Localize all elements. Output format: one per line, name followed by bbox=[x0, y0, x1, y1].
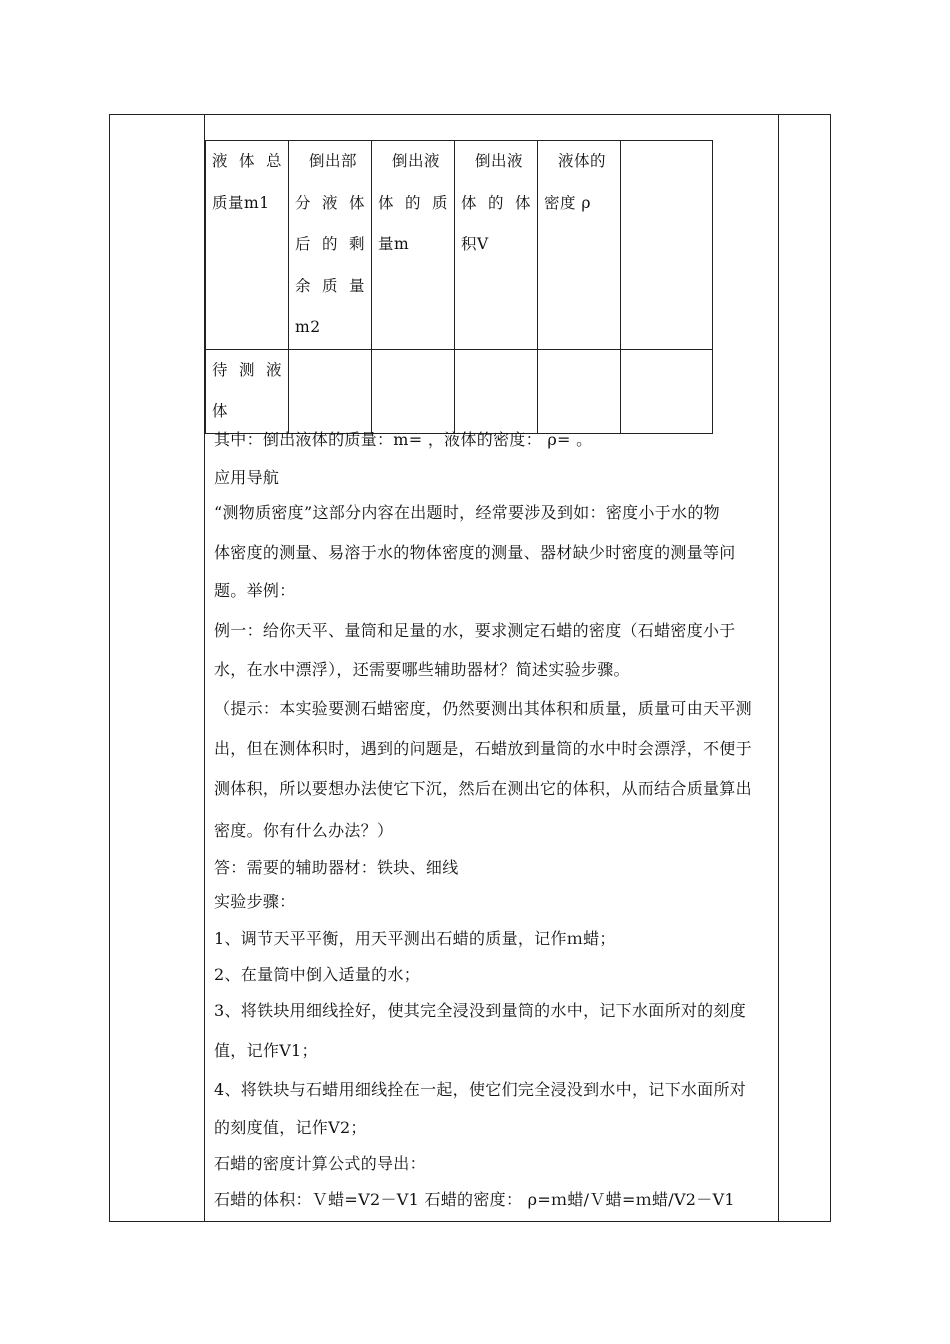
formula-line: 石蜡的体积：Ｖ蜡=V2－V1 石蜡的密度： ρ=ｍ蜡/Ｖ蜡=ｍ蜡/V2－V1 bbox=[214, 1190, 735, 1209]
paragraph-line: 水，在水中漂浮），还需要哪些辅助器材？简述实验步骤。 bbox=[214, 660, 630, 679]
cell-line: 待 测 液 bbox=[212, 360, 282, 379]
header-line: 倒出液 bbox=[392, 152, 441, 170]
header-line: 分 液 体 bbox=[295, 193, 365, 212]
step-line: 3、将铁块用细线拴好，使其完全浸没到量筒的水中，记下水面所对的刻度 bbox=[214, 1001, 747, 1020]
paragraph-line: 答：需要的辅助器材：铁块、细线 bbox=[214, 858, 459, 877]
formula-line: 其中：倒出液体的质量：m= ，液体的密度： ρ= 。 bbox=[214, 430, 593, 449]
paragraph-line: 石蜡的密度计算公式的导出： bbox=[214, 1154, 426, 1173]
paragraph-line: 密度。你有什么办法？） bbox=[214, 821, 394, 840]
header-line: 密度 ρ bbox=[544, 193, 592, 212]
paragraph-line: 测体积，所以要想办法使它下沉，然后在测出它的体积，从而结合质量算出 bbox=[214, 779, 752, 798]
section-heading: 应用导航 bbox=[214, 468, 280, 487]
header-line: 体 的 质 bbox=[378, 193, 448, 212]
paragraph-line: 体密度的测量、易溶于水的物体密度的测量、器材缺少时密度的测量等问 bbox=[214, 543, 736, 562]
header-line: m2 bbox=[295, 318, 321, 336]
header-line: 液 体 总 bbox=[212, 152, 282, 170]
cell-line: 体 bbox=[212, 402, 229, 420]
header-line: 积V bbox=[461, 235, 489, 253]
step-line: 2、在量筒中倒入适量的水； bbox=[214, 965, 421, 984]
paragraph-line: （提示：本实验要测石蜡密度，仍然要测出其体积和质量，质量可由天平测 bbox=[214, 699, 752, 718]
header-line: 倒出部 bbox=[309, 152, 358, 170]
paragraph-line: 实验步骤： bbox=[214, 892, 296, 911]
step-line: 值，记作V1； bbox=[214, 1041, 318, 1060]
header-line: 质量m1 bbox=[212, 193, 270, 212]
header-line: 液体的 bbox=[558, 152, 607, 170]
step-line: 的刻度值，记作V2； bbox=[214, 1118, 367, 1137]
paragraph-line: 题。举例： bbox=[214, 581, 296, 600]
step-line: 4、将铁块与石蜡用细线拴在一起，使它们完全浸没到水中，记下水面所对 bbox=[214, 1080, 747, 1099]
paragraph-line: 出，但在测体积时，遇到的问题是，石蜡放到量筒的水中时会漂浮，不便于 bbox=[214, 739, 752, 758]
header-line: 倒出液 bbox=[475, 152, 524, 170]
header-line: 体 的 体 bbox=[461, 193, 531, 212]
paragraph-line: 例一：给你天平、量筒和足量的水，要求测定石蜡的密度（石蜡密度小于 bbox=[214, 621, 736, 640]
header-line: 量m bbox=[378, 235, 410, 253]
body-text bbox=[214, 0, 774, 1344]
paragraph-line: “测物质密度”这部分内容在出题时，经常要涉及到如：密度小于水的物 bbox=[214, 503, 720, 522]
header-line: 余 质 量 bbox=[295, 276, 365, 295]
step-line: 1、调节天平平衡，用天平测出石蜡的质量，记作ｍ蜡； bbox=[214, 929, 616, 948]
column-divider-right bbox=[778, 114, 779, 1222]
header-line: 后 的 剩 bbox=[295, 235, 365, 253]
